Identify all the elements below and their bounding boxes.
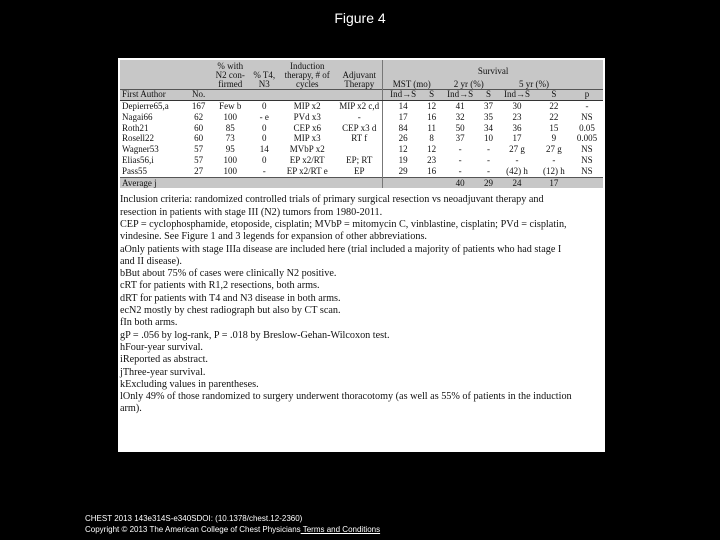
table-cell: 30 [512,101,522,111]
table-cell: 37 [455,133,465,144]
table-cell: 11 [427,122,436,133]
table-cell: EP x2/RT e [286,165,328,176]
table-cell: 29 [383,166,423,177]
table-cell: 37 [484,101,494,111]
table-cell: PVd x3 [293,111,321,122]
table-cell: - [552,154,556,165]
table-cell: NS [581,165,593,176]
author-cell: Pass55 [122,165,148,176]
table-cell: 0 [261,133,267,144]
header-blank [336,90,383,101]
header-first-author: First Author [120,90,187,101]
terms-link[interactable]: Terms and Conditions [300,525,381,534]
table-cell: 35 [484,111,494,122]
table-cell: 9 [551,133,557,144]
table-cell: EP [353,165,365,176]
table-cell: 84 [383,123,423,134]
table-cell: 22 [549,101,559,111]
table-cell: MIP x2 c,d [339,101,380,111]
footnote-line: kExcluding values in parentheses. [120,378,259,390]
table-cell: 36 [512,122,522,133]
figure-panel [118,58,605,452]
table-cell [336,177,383,188]
footnote-line: ecN2 mostly by chest radiograph but also by CT scan. [120,305,341,317]
table-cell: 23 [427,154,437,165]
author-cell: Depierre65,a [122,101,169,111]
table-cell: 32 [455,111,465,122]
table-cell: - [515,154,519,165]
table-cell: - [458,154,462,165]
table-cell: 50 [455,122,465,133]
table-cell [336,144,383,155]
table-cell: 40 [440,177,480,188]
table-cell: 41 [455,101,465,111]
header-n2-confirmed: % with N2 con- firmed [210,60,250,90]
header-ind-s: Ind→S [497,90,537,101]
footnote-line: resection in patients with stage III (N2) tumors from 1980-2011. [120,206,383,218]
table-row [120,155,603,166]
table-cell: EP x2/RT [289,154,325,165]
table-cell: 14 [259,144,269,155]
table-cell: 15 [549,122,559,133]
table-cell: - [458,165,462,176]
table-row [120,133,603,144]
table-cell: NS [581,144,593,155]
table-cell: 16 [427,111,437,122]
table-cell: 34 [484,122,494,133]
table-cell: - [357,111,361,122]
table-cell [383,177,423,188]
table-cell: - e [259,111,269,122]
table-row [120,123,603,134]
table-cell: 100 [223,154,237,165]
table-row [120,101,603,112]
header-mst: MST (mo) [383,76,441,90]
table-cell [210,177,250,188]
table-cell: 85 [225,122,235,133]
table-cell: NS [581,154,593,165]
table-cell: Few b [219,101,242,111]
table-cell: - [487,144,491,155]
table-cell: 0 [261,122,267,133]
table-cell: 29 [480,177,497,188]
table-cell: CEP x6 [293,122,321,133]
table-cell: 26 [383,133,423,144]
footnote-line: and II disease). [120,255,182,267]
header-t4-n3: % T4, N3 [250,60,278,90]
header-s: S [480,90,497,101]
author-cell: Elias56,i [122,154,154,165]
table-cell [278,177,336,188]
author-cell: Rosell22 [122,133,155,144]
footnote-line: CEP = cyclophosphamide, etoposide, cisplatin; MVbP = mitomycin C, vinblastine, cisplatin; PVd = cisplatin, [120,218,567,230]
table-cell: 17 [512,133,522,144]
header-blank [571,76,603,90]
table-cell: 16 [427,165,437,176]
table-cell: 62 [194,111,204,122]
table-cell: MIP x2 [293,101,321,111]
header-2yr: 2 yr (%) [440,76,497,90]
table-cell: 24 [497,177,537,188]
footnote-line: hFour-year survival. [120,341,203,353]
table-cell: 0.05 [579,122,595,133]
footnote-line: lOnly 49% of those randomized to surgery underwent thoracotomy (as well as 55% of patients in the induction [120,391,572,403]
table-cell: MVbP x2 [289,144,325,155]
table-cell: 60 [194,133,204,144]
footnote-line: bBut about 75% of cases were clinically N2 positive. [120,268,337,280]
header-blank [278,90,336,101]
footnote-line: gP = .056 by log-rank, P = .018 by Breslow-Gehan-Wilcoxon test. [120,329,390,341]
author-cell: Average j [120,177,187,188]
copyright-line [85,524,380,535]
table-cell: MIP x3 [293,133,321,144]
header-5yr: 5 yr (%) [497,76,571,90]
table-cell: - [262,165,266,176]
table-cell: 12 [427,144,437,155]
table-cell [571,177,603,188]
table-cell: (12) h [542,165,565,176]
table-row [120,166,603,177]
header-survival: Survival [383,60,603,76]
table-cell: 167 [191,101,206,111]
table-cell: 12 [427,101,437,111]
table-cell: - [458,144,462,155]
author-cell: Nagai66 [122,111,153,122]
table-cell: 73 [225,133,235,144]
header-induction: Induction therapy, # of cycles [278,60,336,90]
table-cell [423,177,440,188]
table-row [120,144,603,155]
table-cell: 12 [383,144,423,155]
table-cell: 27 g [545,144,562,155]
table-cell: 27 [194,165,204,176]
table-cell: 14 [383,101,423,112]
header-no: No. [187,90,210,101]
table-cell: - [487,154,491,165]
author-cell: Wagner53 [122,144,159,155]
table-cell: 100 [223,111,237,122]
header-blank [120,60,187,90]
table-cell: 60 [194,122,204,133]
table-cell: 0 [261,101,267,111]
table-cell [250,177,278,188]
footnote-line: cRT for patients with R1,2 resections, both arms. [120,280,320,292]
table-cell: 10 [484,133,494,144]
table-cell: - [585,101,589,111]
header-s: S [537,90,571,101]
table-cell: - [487,165,491,176]
figure-title: Figure 4 [334,10,386,26]
table-cell [187,177,210,188]
author-cell: Roth21 [122,122,149,133]
footnote-line: arm). [120,403,142,415]
citation-footer [85,513,380,535]
copyright-text: Copyright © 2013 The American College of Chest Physicians [85,525,301,534]
table-cell: 57 [194,154,204,165]
table-footnotes [120,194,605,415]
table-cell: 95 [225,144,235,155]
header-adjuvant: Adjuvant Therapy [336,60,383,90]
table-cell: 17 [383,112,423,123]
table-cell: 0 [261,154,267,165]
header-blank [187,60,210,90]
header-blank [210,90,250,101]
table-cell: 19 [383,155,423,166]
survival-table [120,60,603,188]
table-body [120,101,603,189]
table-cell: 17 [537,177,571,188]
table-cell: 27 g [509,144,525,155]
citation-line: CHEST 2013 143e314S-e340SDOI: (10.1378/chest.12-2360) [85,514,303,523]
footnote-line: iReported as abstract. [120,354,208,366]
table-row [120,112,603,123]
average-row [120,177,603,188]
table-cell: 23 [512,111,522,122]
footnote-line: vindesine. See Figure 1 and 3 legends for expansion of other abbreviations. [120,231,427,243]
header-p: p [571,90,603,101]
footnote-line: dRT for patients with T4 and N3 disease in both arms. [120,292,341,304]
table-cell: (42) h [506,165,528,176]
header-ind-s: Ind→S [383,90,423,101]
table-cell: 8 [429,133,434,144]
table-cell: 0.005 [576,133,598,144]
table-cell: EP; RT [346,154,373,165]
table-cell: 57 [194,144,204,155]
footnote-line: fIn both arms. [120,317,178,329]
table-cell: RT f [351,133,368,144]
header-ind-s: Ind→S [440,90,480,101]
table-cell: 22 [549,111,559,122]
header-blank [250,90,278,101]
table-cell: NS [581,111,593,122]
footnote-line: aOnly patients with stage IIIa disease are included here (trial included a majority of patients who had stage I [120,243,562,255]
footnote-line: Inclusion criteria: randomized controlled trials of primary surgical resection vs neoadjuvant therapy and [120,194,544,206]
table-cell: CEP x3 d [342,122,377,133]
table-cell: 100 [223,165,237,176]
footnote-line: jThree-year survival. [120,366,206,378]
header-s: S [423,90,440,101]
